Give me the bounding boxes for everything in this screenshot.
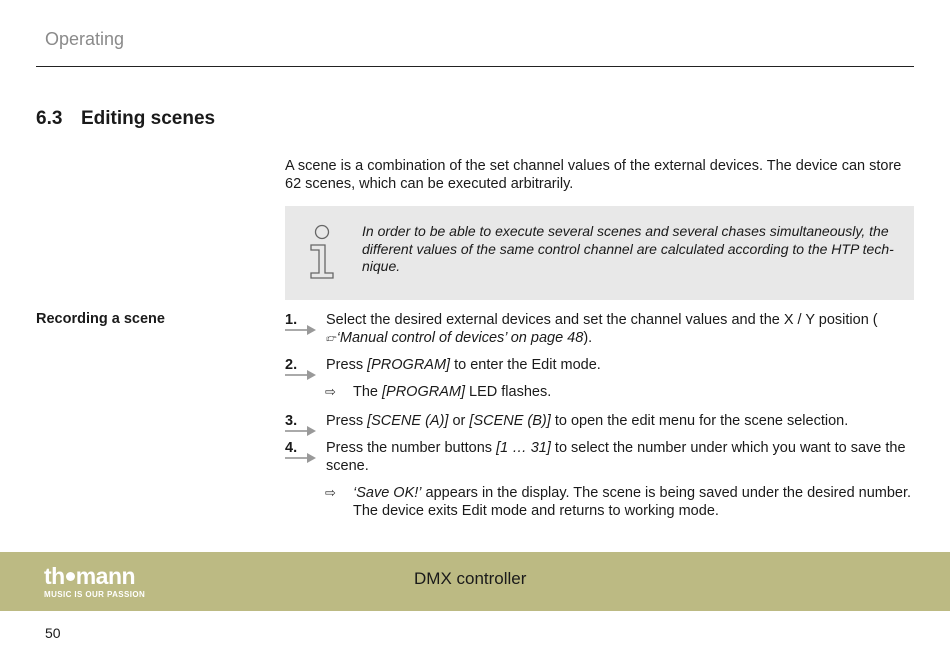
section-number: 6.3: [36, 108, 63, 129]
subsection-heading: Recording a scene: [36, 311, 165, 327]
step-list: [285, 311, 915, 520]
step-4-result: ⇨ ‘Save OK!’ appears in the display. The scene is being saved under the desired number. The device exits Edit mode and returns to working mode.: [325, 485, 912, 519]
note-text: In order to be able to execute several scenes and several chases simultaneously, the different values of the same control channel are calculated according to the HTP technique.: [362, 223, 894, 274]
step-number: 2.: [285, 356, 317, 374]
running-header: Operating: [45, 29, 125, 49]
info-icon: [307, 224, 337, 287]
step-4: 4. Press the number buttons [1 … 31] to select the number under which you want to save the scene.: [285, 440, 906, 474]
intro-paragraph: A scene is a combination of the set channel values of the external devices. The device can store 62 scenes, which can be executed arbitrarily.: [285, 158, 902, 192]
link-icon: 👉︎: [326, 330, 337, 346]
step-arrow-icon: [285, 370, 317, 380]
footer-title: DMX controller: [414, 569, 527, 588]
page-number: 50: [45, 625, 61, 641]
step-1: 1. Select the desired external devices and set the channel values and the X / Y position ( 👉︎‘Manual control of devices’ on page 48).: [285, 312, 878, 346]
step-arrow-icon: [285, 426, 317, 436]
step-2-result: ⇨ The [PROGRAM] LED flashes.: [325, 384, 552, 400]
section-heading: [36, 108, 215, 130]
logo-dot-icon: [66, 572, 75, 581]
footer-band: [0, 552, 950, 611]
step-number: 3.: [285, 412, 317, 430]
header-divider: [36, 66, 914, 67]
step-arrow-icon: [285, 325, 317, 335]
step-arrow-icon: [285, 453, 317, 463]
cross-reference-link[interactable]: ‘Manual control of devices’ on page 48: [336, 330, 584, 346]
brand-logo: th mann MUSIC IS OUR PASSION: [44, 563, 146, 599]
step-2: 2. Press [PROGRAM] to enter the Edit mode.: [285, 356, 915, 374]
step-number: 1.: [285, 311, 317, 329]
result-arrow-icon: ⇨: [325, 485, 336, 500]
result-arrow-icon: ⇨: [325, 384, 336, 399]
step-3: 3. Press [SCENE (A)] or [SCENE (B)] to open the edit menu for the scene selection.: [285, 412, 915, 430]
step-number: 4.: [285, 439, 317, 457]
section-title: Editing scenes: [81, 108, 216, 129]
info-note: [285, 206, 914, 300]
